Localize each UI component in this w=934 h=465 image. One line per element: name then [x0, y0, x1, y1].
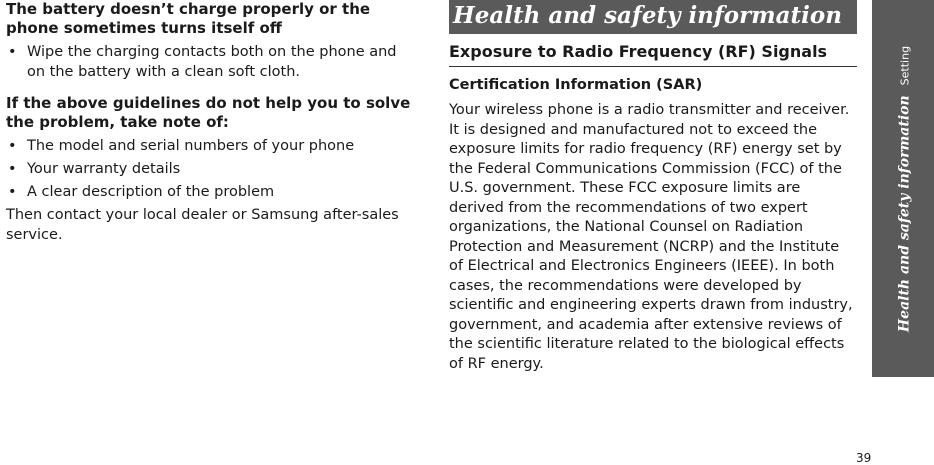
- note-list: [6, 136, 416, 202]
- battery-tips-list: [6, 42, 416, 82]
- left-column: [6, 0, 416, 245]
- battery-heading: The battery doesn’t charge properly or the phone sometimes turns itself off: [6, 0, 371, 37]
- side-tab-title: Health and safety information: [896, 94, 913, 332]
- list-item-text: Your warranty details: [27, 161, 181, 177]
- section-heading: Exposure to Radio Frequency (RF) Signals: [449, 42, 857, 67]
- subheading: Certification Information (SAR): [449, 77, 703, 93]
- bullet: •: [8, 161, 17, 177]
- right-column: [449, 0, 857, 374]
- side-tab-subtitle: Setting: [898, 45, 912, 85]
- body-paragraph: Your wireless phone is a radio transmitter and receiver. It is designed and manufactured not to exceed the exposure limits for radio frequency (RF) energy set by the Federal Communications Commission (FCC) of the U.S. government. These FCC exposure limits are derived from the recommendations of two expert organizations, the National Counsel on Radiation Protection and Measurement (NCRP) and the Institute of Electrical and Electronics Engineers (IEEE). In both cases, the recommendations were developed by scientific and engineering experts drawn from industry, government, and academia after extensive reviews of the scientific literature related to the biological effects of RF energy.: [449, 102, 853, 372]
- bullet: •: [8, 138, 17, 154]
- bullet: •: [8, 184, 17, 200]
- list-item-text: The model and serial numbers of your phone: [27, 138, 355, 154]
- list-item: [6, 159, 416, 179]
- page-number: 39: [856, 451, 872, 465]
- contact-dealer-text: Then contact your local dealer or Samsung after-sales service.: [6, 207, 399, 243]
- list-item: [6, 136, 416, 156]
- list-item-text: Wipe the charging contacts both on the phone and on the battery with a clean soft cloth.: [27, 44, 397, 80]
- list-item: [6, 182, 416, 202]
- list-item: [6, 42, 416, 82]
- bullet: •: [8, 44, 17, 60]
- side-tab: [872, 0, 934, 377]
- section-banner: [449, 0, 857, 34]
- side-tab-text: [894, 45, 913, 331]
- guidelines-heading: If the above guidelines do not help you to solve the problem, take note of:: [6, 94, 411, 131]
- list-item-text: A clear description of the problem: [27, 184, 275, 200]
- banner-title: Health and safety information: [453, 2, 842, 29]
